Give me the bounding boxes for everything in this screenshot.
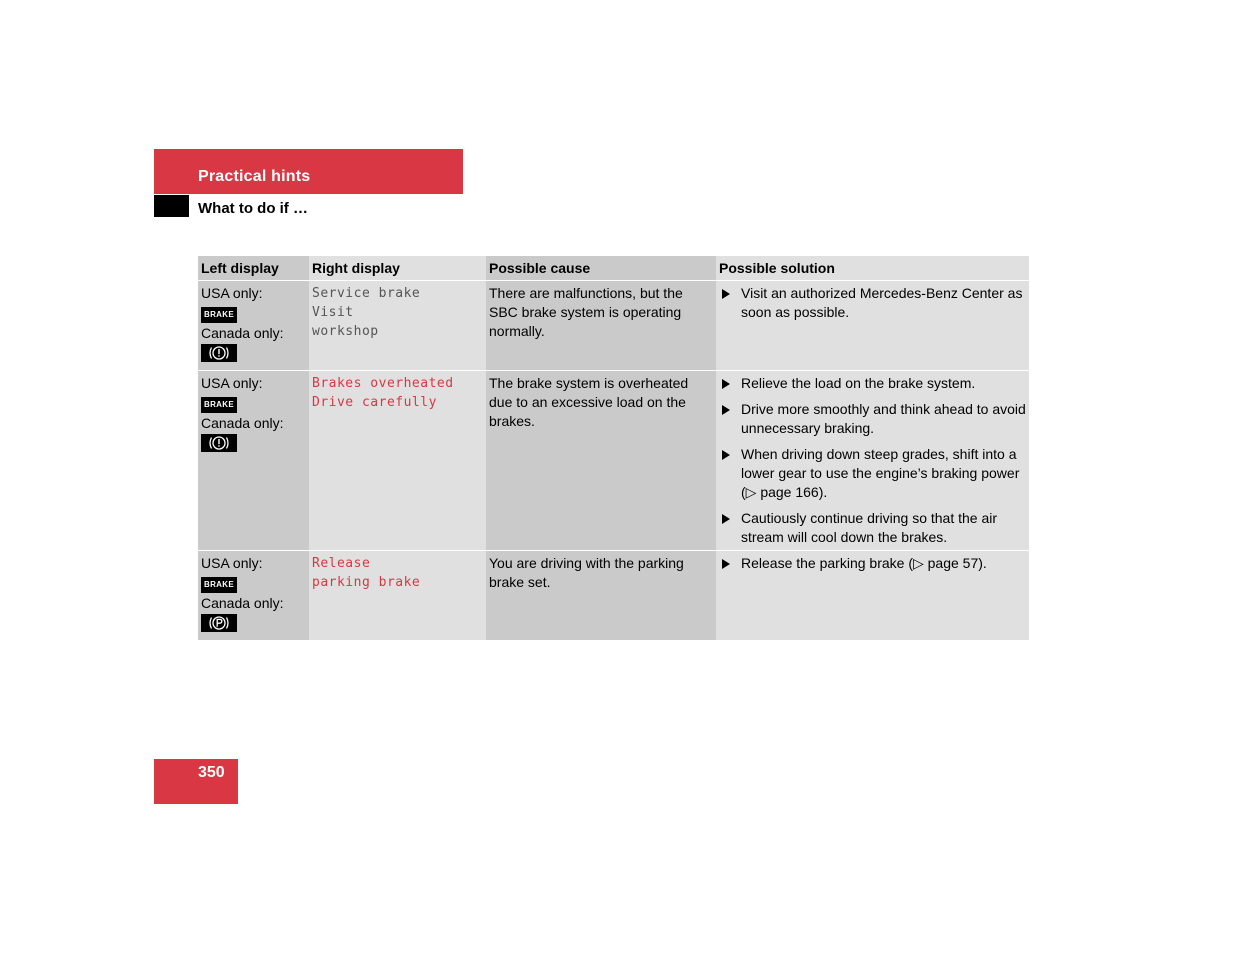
display-line: Drive carefully [312,395,437,410]
troubleshooting-table [198,256,1029,640]
column-header-right-display: Right display [309,256,486,281]
bullet-arrow-icon [722,514,730,524]
left-display-cell [198,371,309,551]
page-number: 350 [198,764,225,781]
page-subtitle: What to do if … [198,200,308,217]
canada-label: Canada only: [201,595,284,611]
left-display-cell [198,551,309,641]
solution-item [719,374,1026,393]
solution-text: Visit an authorized Mercedes-Benz Center as soon as possible. [741,285,1023,320]
solution-item [719,554,1026,573]
brake-indicator-badge: BRAKE [201,307,237,323]
brake-warning-icon [201,344,237,362]
possible-cause-cell: There are malfunctions, but the SBC brake system is operating normally. [486,281,716,371]
parking-brake-icon [201,614,237,632]
section-marker [154,195,189,217]
usa-label: USA only: [201,555,263,571]
display-line: Release [312,556,371,571]
solution-item [719,400,1026,438]
bullet-arrow-icon [722,289,730,299]
canada-label: Canada only: [201,325,284,341]
table-row [198,371,1029,551]
right-display-cell [309,551,486,641]
display-line: Brakes overheated [312,376,454,391]
right-display-cell [309,371,486,551]
display-line: Service brake [312,286,421,301]
brake-warning-icon [201,434,237,452]
section-title: Practical hints [198,168,311,185]
column-header-possible-cause: Possible cause [486,256,716,281]
column-header-left-display: Left display [198,256,309,281]
display-line: workshop [312,324,379,339]
right-display-cell [309,281,486,371]
table-header-row [198,256,1029,281]
solution-text: Relieve the load on the brake system. [741,375,976,391]
solution-item [719,284,1026,322]
possible-solution-cell [716,281,1029,371]
possible-solution-cell [716,551,1029,641]
solution-text: When driving down steep grades, shift into a lower gear to use the engine’s braking power (▷ page 166). [741,446,1020,500]
solution-text: Cautiously continue driving so that the air stream will cool down the brakes. [741,510,998,545]
solution-text: Drive more smoothly and think ahead to avoid unnecessary braking. [741,401,1026,436]
bullet-arrow-icon [722,559,730,569]
possible-cause-cell: You are driving with the parking brake set. [486,551,716,641]
usa-label: USA only: [201,375,263,391]
solution-text: Release the parking brake (▷ page 57). [741,555,987,571]
solution-item [719,509,1026,547]
brake-indicator-badge: BRAKE [201,397,237,413]
brake-indicator-badge: BRAKE [201,577,237,593]
table-row [198,551,1029,641]
page-number-box [154,759,238,804]
left-display-cell [198,281,309,371]
bullet-arrow-icon [722,379,730,389]
column-header-possible-solution: Possible solution [716,256,1029,281]
display-line: parking brake [312,575,421,590]
table-row [198,281,1029,371]
possible-solution-cell [716,371,1029,551]
bullet-arrow-icon [722,405,730,415]
possible-cause-cell: The brake system is overheated due to an excessive load on the brakes. [486,371,716,551]
bullet-arrow-icon [722,450,730,460]
display-line: Visit [312,305,354,320]
usa-label: USA only: [201,285,263,301]
canada-label: Canada only: [201,415,284,431]
solution-item [719,445,1026,502]
